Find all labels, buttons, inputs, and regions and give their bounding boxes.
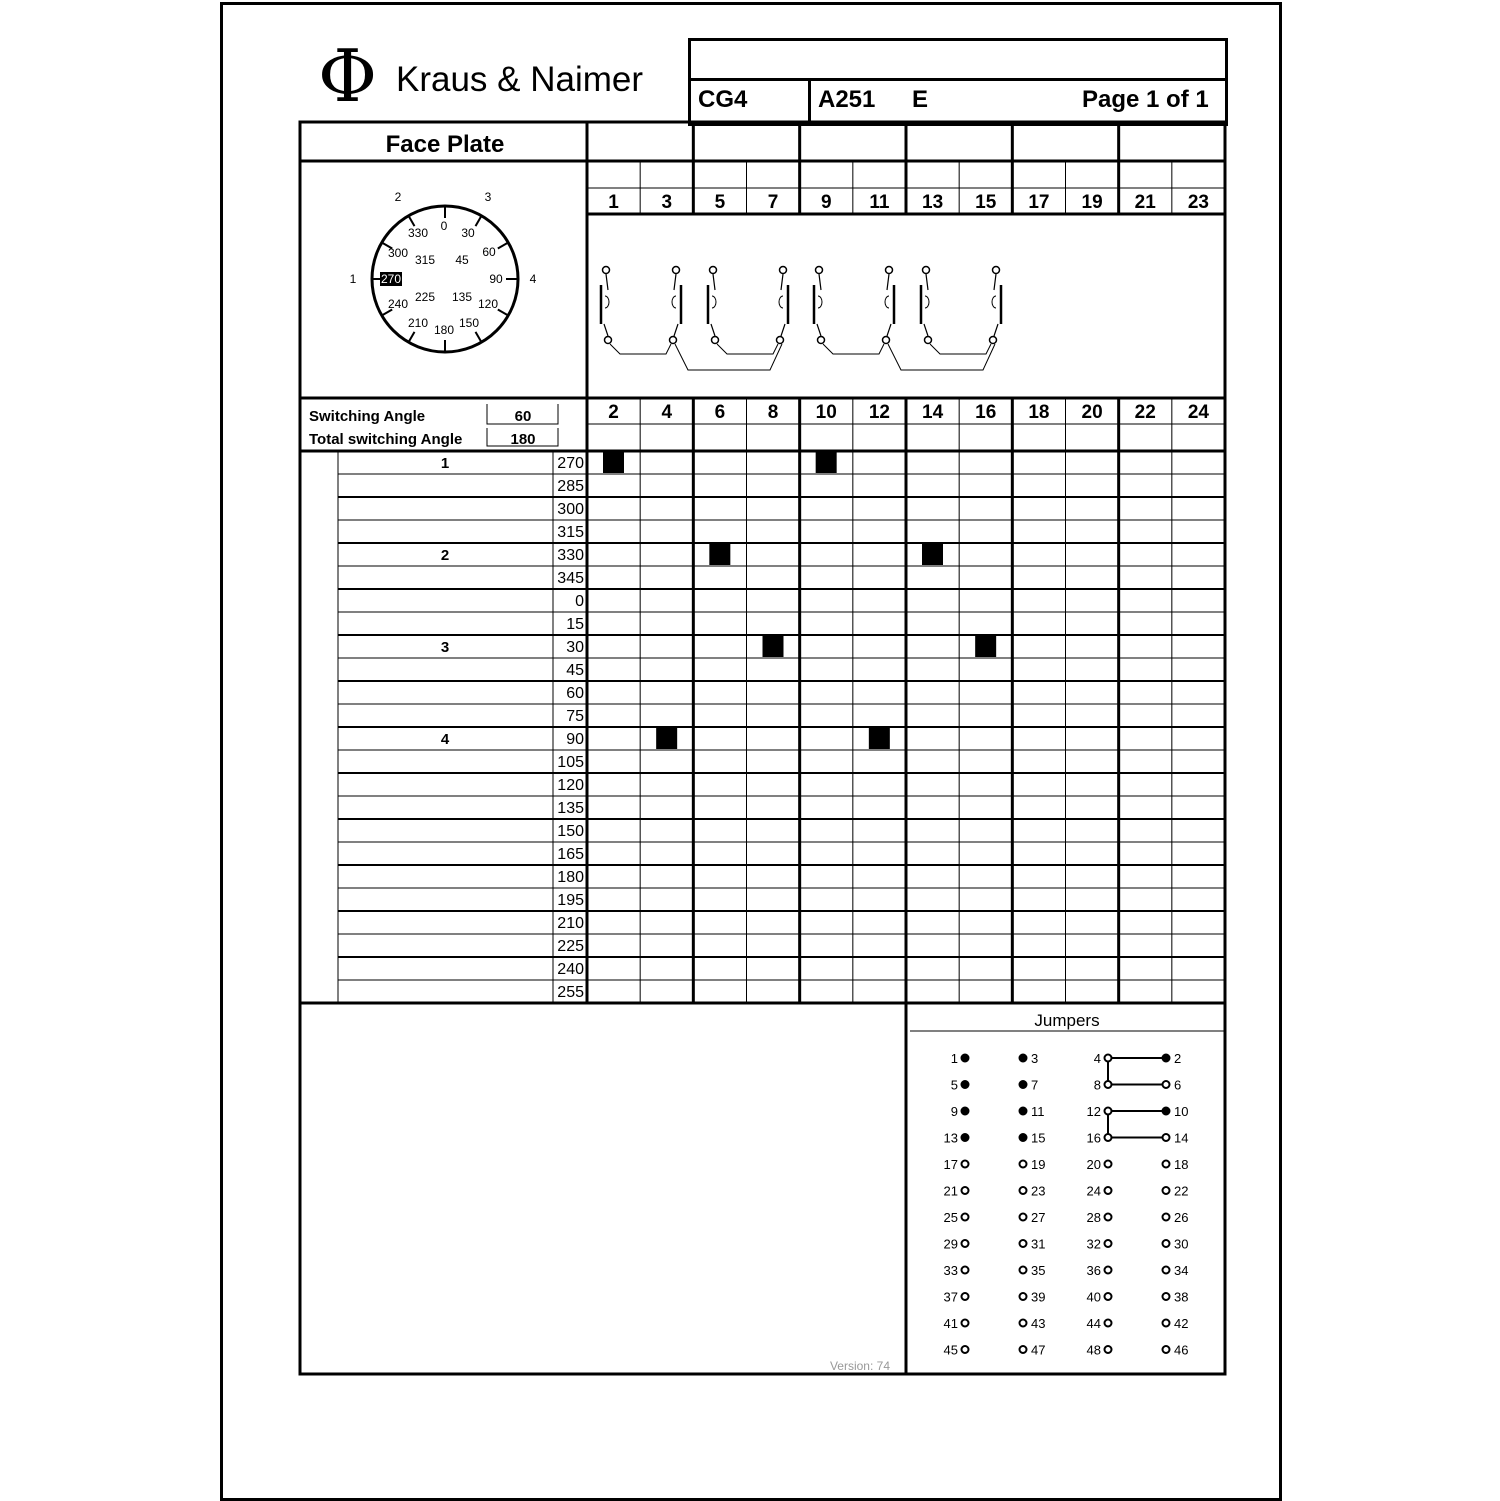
jumper-number: 21 [943, 1183, 958, 1199]
dial-label: 240 [387, 297, 409, 311]
jumper-number: 47 [1031, 1342, 1046, 1358]
angle-label: 180 [557, 869, 584, 886]
contact-terminal [603, 267, 610, 274]
jumper-number: 40 [1086, 1289, 1101, 1305]
angle-label: 285 [557, 478, 584, 495]
jumper-number: 44 [1086, 1316, 1101, 1331]
contact-terminal [670, 337, 677, 344]
contact-lead [713, 274, 783, 290]
angle-label: 60 [566, 685, 584, 702]
dial-label: 330 [407, 226, 429, 240]
dial-tick [476, 216, 482, 226]
dial-label: 210 [407, 316, 429, 330]
total-angle-value: 180 [510, 431, 536, 448]
angle-label: 75 [566, 708, 584, 725]
terminal-bottom-label: 8 [767, 402, 779, 423]
terminal-bottom-label: 10 [815, 402, 837, 423]
jumpers-panel [944, 1051, 1189, 1358]
contact-terminal [923, 267, 930, 274]
angle-label: 315 [557, 524, 584, 541]
terminal-top-label: 5 [714, 192, 726, 213]
jumper-number: 10 [1174, 1104, 1189, 1119]
jumper-terminal [1163, 1187, 1170, 1194]
contact-bridge [610, 344, 671, 354]
jumper-number: 46 [1174, 1342, 1189, 1358]
contact-closed-mark [816, 452, 837, 473]
jumper-number: 45 [943, 1342, 958, 1358]
contact-terminal [710, 267, 717, 274]
terminal-top-label: 11 [869, 192, 890, 213]
jumper-terminal [1163, 1161, 1170, 1168]
contact-terminal [605, 337, 612, 344]
jumper-number: 5 [950, 1077, 958, 1093]
jumper-number: 4 [1093, 1051, 1101, 1066]
dial-label: 60 [482, 245, 496, 259]
jumper-terminal [962, 1134, 969, 1141]
jumper-number: 48 [1086, 1342, 1101, 1358]
dial-position-label: 2 [394, 190, 402, 204]
contact-lead [926, 274, 996, 290]
jumper-terminal [1105, 1293, 1112, 1300]
terminal-top-label: 17 [1028, 192, 1050, 213]
jumper-terminal [1163, 1320, 1170, 1327]
dial-label: 135 [451, 290, 473, 304]
jumper-terminal [1105, 1134, 1112, 1141]
jumper-terminal [1163, 1267, 1170, 1274]
contact-terminal [712, 337, 719, 344]
jumper-terminal [962, 1214, 969, 1221]
page-indicator: Page 1 of 1 [1082, 86, 1209, 113]
jumper-number: 20 [1086, 1157, 1101, 1172]
jumper-terminal [1020, 1081, 1027, 1088]
contact-terminal [780, 267, 787, 274]
jumper-terminal [1105, 1214, 1112, 1221]
jumper-terminal [1020, 1240, 1027, 1247]
jumper-terminal [1020, 1108, 1027, 1115]
jumper-number: 11 [1031, 1104, 1045, 1119]
contact-lead [606, 274, 676, 290]
angle-label: 330 [557, 547, 584, 564]
contact-terminal [990, 337, 997, 344]
terminal-bottom-label: 14 [922, 402, 944, 423]
terminal-top-label: 23 [1187, 192, 1209, 213]
jumper-terminal [1105, 1320, 1112, 1327]
angle-label: 195 [557, 892, 584, 909]
jumper-terminal [1163, 1214, 1170, 1221]
angle-label: 0 [575, 593, 584, 610]
dial-label: 270 [380, 272, 402, 286]
contact-terminal [816, 267, 823, 274]
contact-lead [924, 324, 998, 336]
switching-angle-label: Switching Angle [309, 408, 426, 425]
phi-logo-icon: Φ [318, 34, 378, 118]
terminal-bottom-label: 12 [868, 402, 890, 423]
jumper-terminal [962, 1240, 969, 1247]
jumper-number: 29 [943, 1236, 958, 1252]
contact-bar [601, 285, 681, 324]
angle-label: 150 [557, 823, 584, 840]
series-code: CG4 [698, 86, 748, 113]
contact-bridge [717, 344, 778, 354]
angle-label: 255 [557, 984, 584, 1001]
jumper-number: 27 [1031, 1210, 1046, 1225]
dial-label: 30 [461, 226, 475, 240]
jumper-terminal [962, 1320, 969, 1327]
jumper-number: 36 [1086, 1263, 1101, 1278]
jumper-terminal [962, 1161, 969, 1168]
jumper-terminal [1020, 1214, 1027, 1221]
angle-label: 45 [566, 662, 584, 679]
jumper-number: 1 [950, 1051, 958, 1066]
total-angle-label: Total switching Angle [309, 431, 463, 448]
jumper-number: 13 [943, 1130, 958, 1146]
angle-label: 300 [557, 501, 584, 518]
dial-label: 225 [414, 290, 436, 304]
terminal-top-label: 15 [975, 192, 997, 213]
angle-label: 120 [557, 777, 584, 794]
angle-label: 30 [566, 639, 584, 656]
jumper-terminal [962, 1055, 969, 1062]
contact-lead [711, 324, 785, 336]
jumper-number: 9 [950, 1104, 958, 1119]
position-label: 1 [440, 455, 450, 472]
terminal-top-label: 9 [820, 192, 832, 213]
terminal-bottom-label: 24 [1187, 402, 1209, 423]
terminal-bottom-label: 22 [1134, 402, 1156, 423]
angle-label: 135 [557, 800, 584, 817]
contact-closed-mark [656, 728, 677, 749]
jumper-terminal [1105, 1346, 1112, 1353]
jumpers-title: Jumpers [1034, 1011, 1100, 1030]
jumper-number: 33 [943, 1263, 958, 1278]
jumper-terminal [1163, 1108, 1170, 1115]
jumper-number: 6 [1174, 1077, 1182, 1093]
terminal-top-label: 21 [1134, 192, 1156, 213]
contact-terminal [886, 267, 893, 274]
terminal-bottom-label: 4 [661, 402, 673, 423]
angle-label: 90 [566, 731, 584, 748]
jumper-number: 8 [1093, 1077, 1101, 1093]
jumper-number: 30 [1174, 1236, 1189, 1252]
angle-label: 15 [566, 616, 584, 633]
jumper-number: 42 [1174, 1316, 1189, 1331]
jumper-terminal [1163, 1293, 1170, 1300]
jumper-number: 23 [1031, 1183, 1046, 1199]
terminal-bottom-label: 18 [1028, 402, 1050, 423]
contact-cam [605, 296, 676, 308]
jumper-terminal [1020, 1346, 1027, 1353]
contact-lead [604, 324, 678, 336]
terminal-bottom-label: 2 [608, 402, 619, 423]
contact-lead [819, 274, 889, 290]
jumper-terminal [1105, 1055, 1112, 1062]
angle-label: 225 [557, 938, 584, 955]
jumper-terminal [1163, 1240, 1170, 1247]
part-code: A251 [818, 86, 876, 113]
contact-bar [921, 285, 1001, 324]
dial-tick [409, 216, 415, 226]
jumper-terminal [1020, 1161, 1027, 1168]
jumper-number: 43 [1031, 1316, 1046, 1331]
jumper-terminal [1020, 1267, 1027, 1274]
dial-position-label: 3 [484, 190, 492, 204]
jumper-number: 12 [1086, 1104, 1101, 1119]
contact-closed-mark [603, 452, 624, 473]
contact-closed-mark [869, 728, 890, 749]
contact-terminal [777, 337, 784, 344]
jumper-terminal [1105, 1161, 1112, 1168]
version-label: Version: 74 [829, 1359, 890, 1373]
jumper-number: 31 [1031, 1236, 1046, 1252]
terminal-top-label: 13 [922, 192, 944, 213]
terminal-top-label: 7 [767, 192, 779, 213]
jumper-number: 25 [943, 1210, 958, 1225]
contact-terminal [673, 267, 680, 274]
jumper-number: 37 [943, 1289, 958, 1305]
jumper-number: 28 [1086, 1210, 1101, 1225]
dial-label: 150 [458, 316, 480, 330]
dial-position-label: 1 [349, 272, 357, 286]
jumper-terminal [962, 1081, 969, 1088]
dial-tick [498, 243, 508, 249]
contact-terminal [925, 337, 932, 344]
jumper-number: 2 [1174, 1051, 1182, 1066]
terminal-top-label: 1 [608, 192, 619, 213]
dial-label: 180 [433, 323, 455, 337]
dial-tick [409, 332, 415, 342]
position-label: 4 [440, 731, 450, 748]
jumper-number: 19 [1031, 1157, 1046, 1172]
diagram-labels [309, 131, 1209, 1373]
jumper-number: 24 [1086, 1183, 1101, 1199]
jumper-terminal [962, 1187, 969, 1194]
jumper-terminal [1105, 1267, 1112, 1274]
jumper-number: 15 [1031, 1130, 1046, 1146]
jumper-terminal [1163, 1134, 1170, 1141]
jumper-terminal [1105, 1187, 1112, 1194]
dial-label: 45 [455, 253, 469, 267]
jumper-number: 38 [1174, 1289, 1189, 1305]
jumper-number: 35 [1031, 1263, 1046, 1278]
contact-closed-mark [709, 544, 730, 565]
jumper-number: 18 [1174, 1157, 1189, 1172]
face-plate-title: Face Plate [385, 131, 505, 158]
dial-tick [498, 310, 508, 316]
jumper-terminal [962, 1346, 969, 1353]
variant-code: E [912, 86, 929, 113]
face-plate-dial [350, 190, 537, 352]
dial-position-label: 4 [529, 272, 537, 286]
contact-bar [708, 285, 788, 324]
jumper-terminal [962, 1293, 969, 1300]
jumper-wire [888, 344, 995, 370]
contact-bridge [930, 344, 991, 354]
angle-label: 105 [557, 754, 584, 771]
jumper-wire [675, 344, 782, 370]
terminal-bottom-label: 20 [1081, 402, 1103, 423]
jumper-terminal [1020, 1320, 1027, 1327]
angle-label: 345 [557, 570, 584, 587]
terminal-top-label: 19 [1081, 192, 1103, 213]
terminal-bottom-label: 6 [714, 402, 726, 423]
jumper-terminal [1105, 1240, 1112, 1247]
contact-terminal [818, 337, 825, 344]
dial-label: 300 [387, 246, 409, 260]
dial-label: 90 [489, 272, 503, 286]
jumper-number: 14 [1174, 1130, 1189, 1146]
angle-label: 270 [557, 455, 584, 472]
jumper-number: 26 [1174, 1210, 1189, 1225]
contact-closed-mark [763, 636, 784, 657]
contact-closed-mark [975, 636, 996, 657]
jumper-number: 17 [943, 1157, 958, 1172]
jumper-terminal [1163, 1055, 1170, 1062]
jumper-terminal [1020, 1187, 1027, 1194]
jumper-number: 16 [1086, 1130, 1101, 1146]
jumper-number: 7 [1031, 1077, 1039, 1093]
terminal-bottom-label: 16 [975, 402, 997, 423]
contact-cam [712, 296, 783, 308]
contact-cam [818, 296, 889, 308]
jumper-terminal [1020, 1293, 1027, 1300]
contact-cam [925, 296, 996, 308]
dial-tick [476, 332, 482, 342]
switching-angle-value: 60 [514, 408, 532, 425]
jumper-terminal [1020, 1134, 1027, 1141]
dial-label: 315 [414, 253, 436, 267]
contact-schematic [601, 267, 1001, 371]
jumper-terminal [1163, 1081, 1170, 1088]
contact-terminal [883, 337, 890, 344]
jumper-terminal [962, 1108, 969, 1115]
jumper-terminal [1020, 1055, 1027, 1062]
terminal-top-label: 3 [661, 192, 673, 213]
jumper-number: 39 [1031, 1289, 1046, 1305]
contact-lead [817, 324, 891, 336]
jumper-number: 3 [1031, 1051, 1039, 1066]
jumper-terminal [962, 1267, 969, 1274]
jumper-number: 34 [1174, 1263, 1189, 1278]
jumper-terminal [1105, 1081, 1112, 1088]
angle-label: 165 [557, 846, 584, 863]
angle-label: 210 [557, 915, 584, 932]
position-label: 3 [440, 639, 450, 656]
jumper-terminal [1163, 1346, 1170, 1353]
contact-closed-mark [922, 544, 943, 565]
dial-label: 0 [440, 219, 448, 233]
contact-terminal [993, 267, 1000, 274]
position-label: 2 [440, 547, 450, 564]
jumper-number: 22 [1174, 1183, 1189, 1199]
brand-name: Kraus & Naimer [396, 60, 644, 99]
angle-label: 240 [557, 961, 584, 978]
jumper-number: 32 [1086, 1236, 1101, 1252]
contact-bar [814, 285, 894, 324]
contact-bridge [823, 344, 884, 354]
jumper-terminal [1105, 1108, 1112, 1115]
dial-label: 120 [477, 297, 499, 311]
jumper-number: 41 [943, 1316, 958, 1331]
